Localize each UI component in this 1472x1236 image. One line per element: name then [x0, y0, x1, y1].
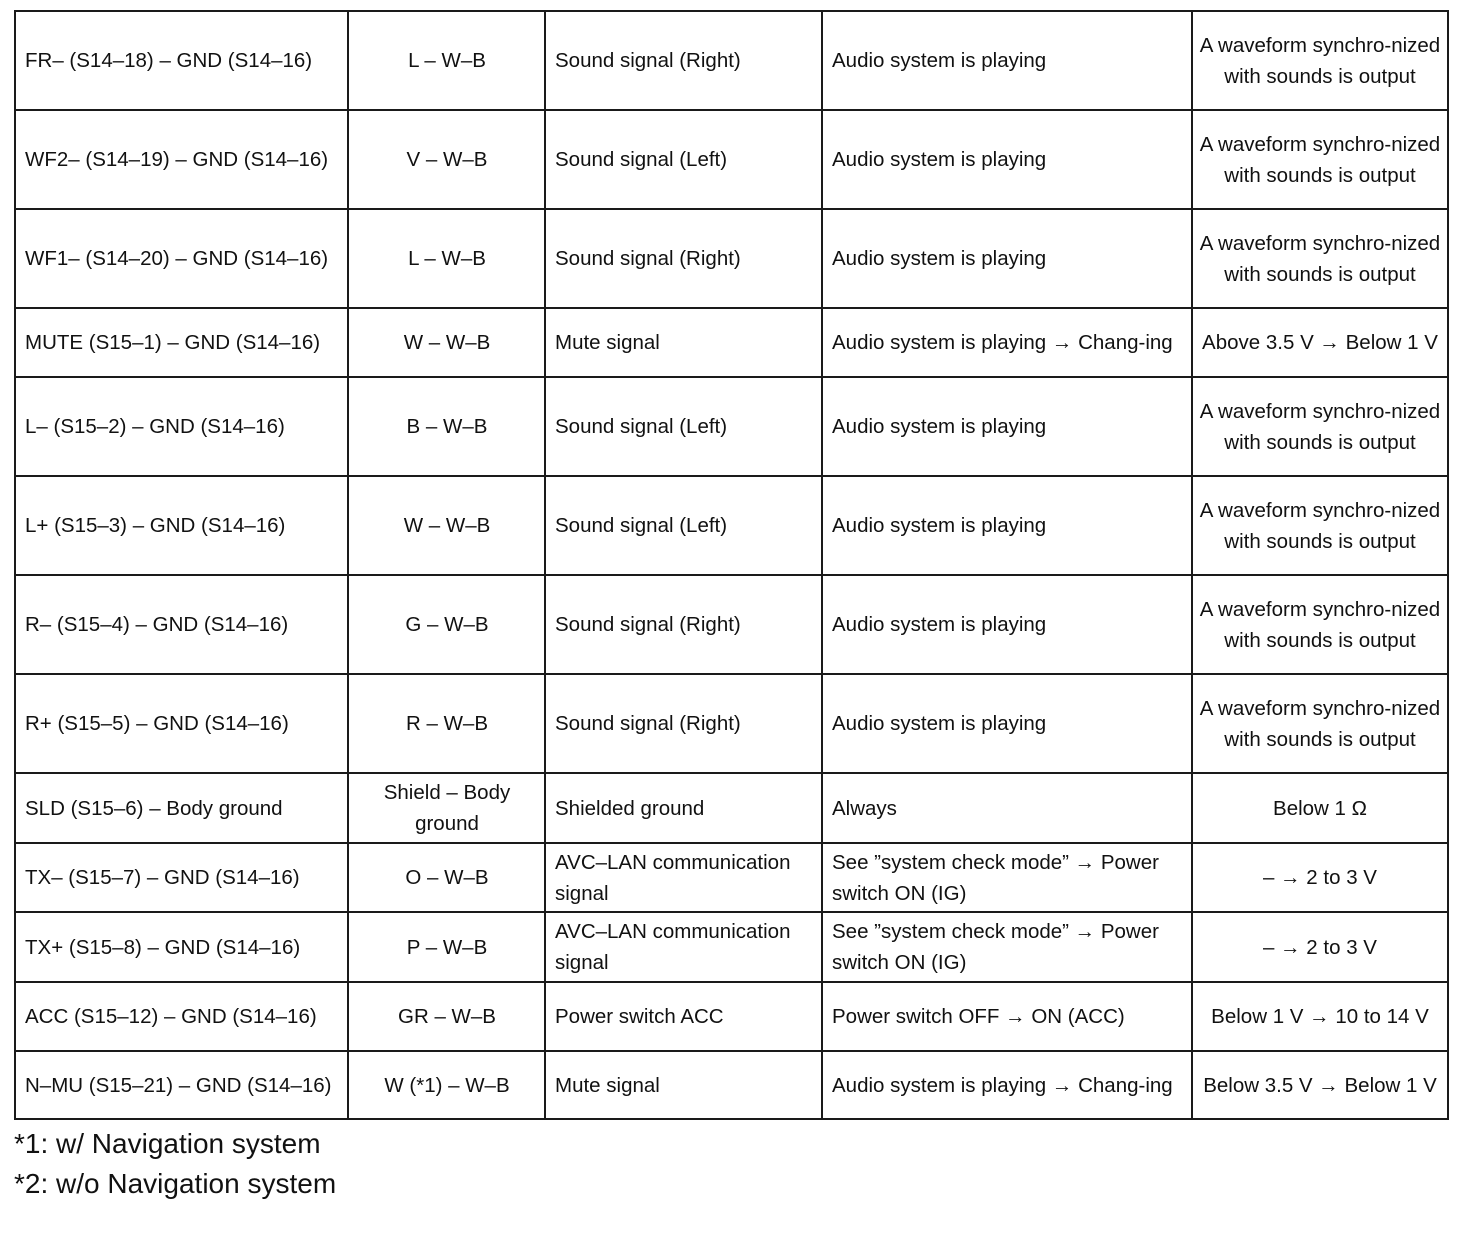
wiring-color-cell: P – W–B	[348, 912, 545, 982]
condition-cell: Audio system is playing	[822, 11, 1192, 110]
description-cell: Shielded ground	[545, 773, 822, 843]
description-cell: Sound signal (Left)	[545, 476, 822, 575]
terminal-cell: WF2– (S14–19) – GND (S14–16)	[15, 110, 348, 209]
wiring-color-cell: L – W–B	[348, 11, 545, 110]
specified-condition-cell: A waveform synchro-nized with sounds is output	[1192, 476, 1448, 575]
specified-condition-cell: Above 3.5 V → Below 1 V	[1192, 308, 1448, 377]
terminal-cell: SLD (S15–6) – Body ground	[15, 773, 348, 843]
specified-condition-cell: Below 1 V → 10 to 14 V	[1192, 982, 1448, 1051]
table-row	[15, 110, 1448, 209]
description-cell: Sound signal (Left)	[545, 377, 822, 476]
footnote-2: *2: w/o Navigation system	[14, 1168, 337, 1199]
table-row	[15, 377, 1448, 476]
terminal-cell: L+ (S15–3) – GND (S14–16)	[15, 476, 348, 575]
wiring-color-cell: W (*1) – W–B	[348, 1051, 545, 1119]
condition-cell: Audio system is playing	[822, 209, 1192, 308]
specified-condition-cell: A waveform synchro-nized with sounds is output	[1192, 377, 1448, 476]
condition-cell: Audio system is playing	[822, 674, 1192, 773]
table-row	[15, 674, 1448, 773]
condition-cell: Audio system is playing	[822, 110, 1192, 209]
table-row	[15, 982, 1448, 1051]
description-cell: AVC–LAN communication signal	[545, 912, 822, 982]
terminal-cell: TX+ (S15–8) – GND (S14–16)	[15, 912, 348, 982]
table-row	[15, 575, 1448, 674]
wiring-color-cell: O – W–B	[348, 843, 545, 912]
table-row	[15, 912, 1448, 982]
terminal-cell: ACC (S15–12) – GND (S14–16)	[15, 982, 348, 1051]
table-row	[15, 209, 1448, 308]
wiring-color-cell: L – W–B	[348, 209, 545, 308]
specified-condition-cell: – → 2 to 3 V	[1192, 912, 1448, 982]
condition-cell: Audio system is playing	[822, 476, 1192, 575]
wiring-color-cell: V – W–B	[348, 110, 545, 209]
specified-condition-cell: Below 3.5 V → Below 1 V	[1192, 1051, 1448, 1119]
footnotes	[14, 1124, 336, 1204]
terminal-cell: L– (S15–2) – GND (S14–16)	[15, 377, 348, 476]
wiring-color-cell: W – W–B	[348, 308, 545, 377]
condition-cell: Always	[822, 773, 1192, 843]
description-cell: Power switch ACC	[545, 982, 822, 1051]
description-cell: Sound signal (Right)	[545, 11, 822, 110]
description-cell: Mute signal	[545, 308, 822, 377]
description-cell: Sound signal (Left)	[545, 110, 822, 209]
specified-condition-cell: – → 2 to 3 V	[1192, 843, 1448, 912]
table-row	[15, 476, 1448, 575]
table-row	[15, 308, 1448, 377]
terminal-cell: WF1– (S14–20) – GND (S14–16)	[15, 209, 348, 308]
condition-cell: Audio system is playing	[822, 377, 1192, 476]
specified-condition-cell: A waveform synchro-nized with sounds is output	[1192, 575, 1448, 674]
wiring-color-cell: W – W–B	[348, 476, 545, 575]
specified-condition-cell: A waveform synchro-nized with sounds is output	[1192, 674, 1448, 773]
condition-cell: Audio system is playing	[822, 575, 1192, 674]
wiring-color-cell: GR – W–B	[348, 982, 545, 1051]
condition-cell: See ”system check mode” → Power switch ON (IG)	[822, 843, 1192, 912]
description-cell: Sound signal (Right)	[545, 575, 822, 674]
wiring-color-cell: B – W–B	[348, 377, 545, 476]
condition-cell: Power switch OFF → ON (ACC)	[822, 982, 1192, 1051]
table-row	[15, 843, 1448, 912]
description-cell: Sound signal (Right)	[545, 674, 822, 773]
specified-condition-cell: A waveform synchro-nized with sounds is output	[1192, 110, 1448, 209]
specified-condition-cell: A waveform synchro-nized with sounds is output	[1192, 209, 1448, 308]
terminal-cell: MUTE (S15–1) – GND (S14–16)	[15, 308, 348, 377]
table-row	[15, 11, 1448, 110]
description-cell: AVC–LAN communication signal	[545, 843, 822, 912]
description-cell: Mute signal	[545, 1051, 822, 1119]
terminal-cell: TX– (S15–7) – GND (S14–16)	[15, 843, 348, 912]
specified-condition-cell: Below 1 Ω	[1192, 773, 1448, 843]
terminal-cell: R+ (S15–5) – GND (S14–16)	[15, 674, 348, 773]
wiring-color-cell: Shield – Body ground	[348, 773, 545, 843]
footnote-1: *1: w/ Navigation system	[14, 1128, 321, 1159]
table-row	[15, 1051, 1448, 1119]
terminal-cell: N–MU (S15–21) – GND (S14–16)	[15, 1051, 348, 1119]
terminal-cell: FR– (S14–18) – GND (S14–16)	[15, 11, 348, 110]
description-cell: Sound signal (Right)	[545, 209, 822, 308]
specified-condition-cell: A waveform synchro-nized with sounds is output	[1192, 11, 1448, 110]
condition-cell: Audio system is playing → Chang-ing	[822, 308, 1192, 377]
wiring-color-cell: G – W–B	[348, 575, 545, 674]
table-row	[15, 773, 1448, 843]
terminal-check-table	[14, 10, 1449, 1120]
wiring-color-cell: R – W–B	[348, 674, 545, 773]
terminal-cell: R– (S15–4) – GND (S14–16)	[15, 575, 348, 674]
condition-cell: See ”system check mode” → Power switch ON (IG)	[822, 912, 1192, 982]
condition-cell: Audio system is playing → Chang-ing	[822, 1051, 1192, 1119]
